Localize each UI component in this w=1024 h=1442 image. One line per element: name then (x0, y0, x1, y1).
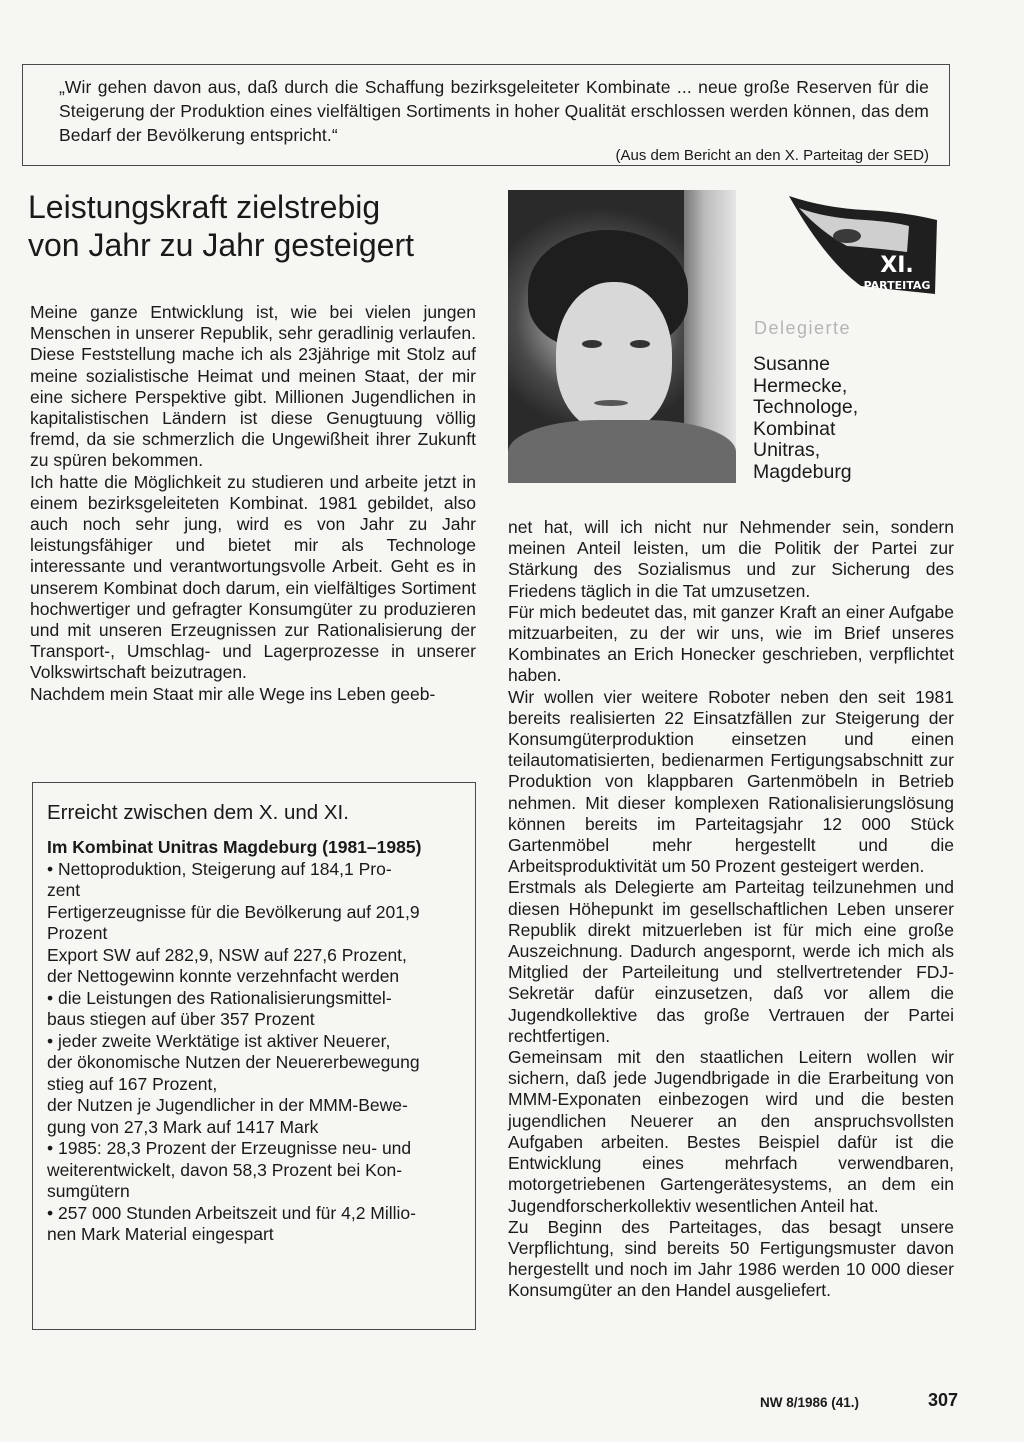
achievement-line: gung von 27,3 Mark auf 1417 Mark (47, 1116, 319, 1137)
delegate-profession: Technologe, (753, 396, 859, 418)
photo-eye-left (582, 340, 602, 348)
left-paragraph-2: Ich hatte die Möglichkeit zu studieren und arbeite jetzt in einem bezirksgeleiteten Kombinat. 1981 gebildet, also auch noch sehr jung, wird es von Jahr zu Jahr leistungsfähiger und bietet mir als Technologe interessante und verantwortungsvolle Arbeit. Geht es in unserem Kombinat doch darum, ein vielfältiges Sortiment hochwertiger und gefragter Konsumgüter zu produzieren und mit unseren Erzeugnissen zur Rationalisierung der Transport-, Umschlag- und Lagerprozesse in unserer Volkswirtschaft beizutragen. (30, 471, 476, 683)
page-number: 307 (928, 1390, 959, 1410)
delegate-label: Delegierte (754, 318, 852, 338)
right-paragraph-6: Zu Beginn des Parteitages, das besagt unsere Verpflichtung, sind bereits 50 Fertigungsmuster davon hergestellt und noch im Jahr 1986 werden 10 000 dieser Konsumgüter an den Handel ausgeliefert. (508, 1216, 954, 1301)
photo-shoulder (508, 420, 736, 483)
handshake-icon (833, 229, 861, 243)
achievement-line: sumgütern (47, 1181, 130, 1201)
quote-text: „Wir gehen davon aus, daß durch die Schaffung bezirksgeleiteter Kombinate ... neue große Reserven für die Steigerung der Produktion eines vielfältigen Sortiments in hoher Qualität erschlossen werden können, das dem Bedarf der Bevölkerung entspricht.“ (59, 77, 929, 145)
achievements-subtitle: Im Kombinat Unitras Magdeburg (1981–1985) (47, 837, 422, 857)
delegate-org-2: Unitras, (753, 439, 821, 461)
portrait-photo (508, 190, 736, 483)
achievement-line: • 257 000 Stunden Arbeitszeit und für 4,2 Millio- (47, 1202, 416, 1223)
delegate-org-1: Kombinat (753, 417, 836, 440)
achievement-line: der Nettogewinn konnte verzehnfacht werden (47, 966, 400, 986)
right-paragraph-3: Wir wollen vier weitere Roboter neben den seit 1981 bereits realisierten 22 Einsatzfällen zur Steigerung der Konsumgüterproduktion einsetzen und einen teilautomatisierten, bedienarmen Fertigungsabschnitt zur Produktion von klappbaren Gartenmöbeln in Betrieb nehmen. Mit dieser komplexen Rationalisierungslösung können bereits im Parteitagsjahr 12 000 Stück Gartenmöbel mehr hergestellt und die Arbeitsproduktivität um 50 Prozent gesteigert werden. (508, 686, 954, 877)
photo-mouth (594, 400, 628, 406)
left-paragraph-3: Nachdem mein Staat mir alle Wege ins Leben geeb- (30, 683, 436, 704)
achievement-line: der ökonomische Nutzen der Neuererbewegung (47, 1052, 420, 1072)
delegate-first-name: Susanne (753, 353, 830, 375)
photo-eye-right (630, 340, 650, 348)
achievement-line: Prozent (47, 923, 108, 943)
headline (28, 188, 498, 264)
delegate-info (753, 354, 858, 483)
achievement-line: Fertigerzeugnisse für die Bevölkerung auf 201,9 (47, 901, 420, 922)
achievement-line: der Nutzen je Jugendlicher in der MMM-Bewe- (47, 1095, 408, 1115)
achievement-line: zent (47, 880, 81, 900)
left-paragraph-1: Meine ganze Entwicklung ist, wie bei vielen jungen Menschen in unserer Republik, sehr geradlinig verlaufen. Diese Feststellung mache ich als 23jährige mit Stolz auf meine sozialistische Heimat und meinen Staat, der mir eine sichere Perspektive gibt. Millionen Jugendlichen in kapitalistischen Ländern ist diese Genugtuung völlig fremd, da sie schmerzlich die Ungewißheit ihrer Zukunft zu spüren bekommen. (30, 302, 476, 471)
achievement-line: stieg auf 167 Prozent, (47, 1073, 218, 1094)
delegate-last-name: Hermecke, (753, 374, 848, 397)
achievement-line: baus stiegen auf über 357 Prozent (47, 1009, 315, 1029)
headline-line-1: Leistungskraft zielstrebig (28, 189, 381, 225)
achievements-title: Erreicht zwischen dem X. und XI. (47, 801, 349, 824)
quote-source: (Aus dem Bericht an den X. Parteitag der SED) (615, 147, 929, 164)
issue-reference: NW 8/1986 (41.) (760, 1395, 860, 1410)
achievement-line: • jeder zweite Werktätige ist aktiver Neuerer, (47, 1030, 391, 1051)
right-paragraph-1: net hat, will ich nicht nur Nehmender sein, sondern meinen Anteil leisten, um die Politik der Partei zur Stärkung des Sozialismus und zur Sicherung des Friedens täglich in die Tat umzusetzen. (508, 517, 954, 601)
achievement-line: nen Mark Material eingespart (47, 1224, 274, 1244)
achievement-line: • die Leistungen des Rationalisierungsmittel- (47, 987, 392, 1008)
right-paragraph-5: Gemeinsam mit den staatlichen Leitern wollen wir sichern, daß jede Jugendbrigade in die Erarbeitung von MMM-Exponaten einbezogen wird und die besten jugendlichen Neuerer an den anspruchsvollsten Aufgaben arbeiten. Bestes Beispiel dafür ist die Entwicklung eines mehrfach verwendbaren, motorgetriebenen Gartengerätesystems, an dem ein Jugendforscherkollektiv wesentlichen Anteil hat. (508, 1047, 954, 1216)
achievement-line: • 1985: 28,3 Prozent der Erzeugnisse neu- und (47, 1138, 412, 1158)
left-column (30, 302, 476, 705)
party-congress-emblem (785, 190, 945, 300)
achievements-list (47, 859, 465, 1246)
right-paragraph-4: Erstmals als Delegierte am Parteitag teilzunehmen und diesen Höhepunkt im gesellschaftlichen Leben unserer Republik direkt mitzuerleben ist für mich eine große Auszeichnung. Dadurch angespornt, werde ich mich als Mitglied der Parteileitung und stellvertretender FDJ-Sekretär dafür einzusetzen, daß vor allem die Jugendkollektive das große Vertrauen der Partei rechtfertigen. (508, 877, 954, 1046)
emblem-roman-numeral: XI. (880, 253, 914, 278)
achievement-line: weiterentwickelt, davon 58,3 Prozent bei Kon- (47, 1159, 403, 1180)
right-paragraph-2: Für mich bedeutet das, mit ganzer Kraft an einer Aufgabe mitzuarbeiten, zu der wir uns, wie im Brief unseres Kombinates an Erich Honecker geschrieben, verpflichtet haben. (508, 601, 954, 686)
achievements-box (32, 782, 476, 1330)
achievement-line: • Nettoproduktion, Steigerung auf 184,1 Pro- (47, 858, 392, 879)
emblem-label: PARTEITAG (863, 279, 931, 292)
photo-face (556, 282, 672, 432)
delegate-city: Magdeburg (753, 460, 852, 483)
achievement-line: Export SW auf 282,9, NSW auf 227,6 Prozent, (47, 944, 407, 965)
headline-line-2: von Jahr zu Jahr gesteigert (28, 227, 414, 263)
right-column (508, 517, 954, 1302)
quote-box (22, 64, 950, 166)
